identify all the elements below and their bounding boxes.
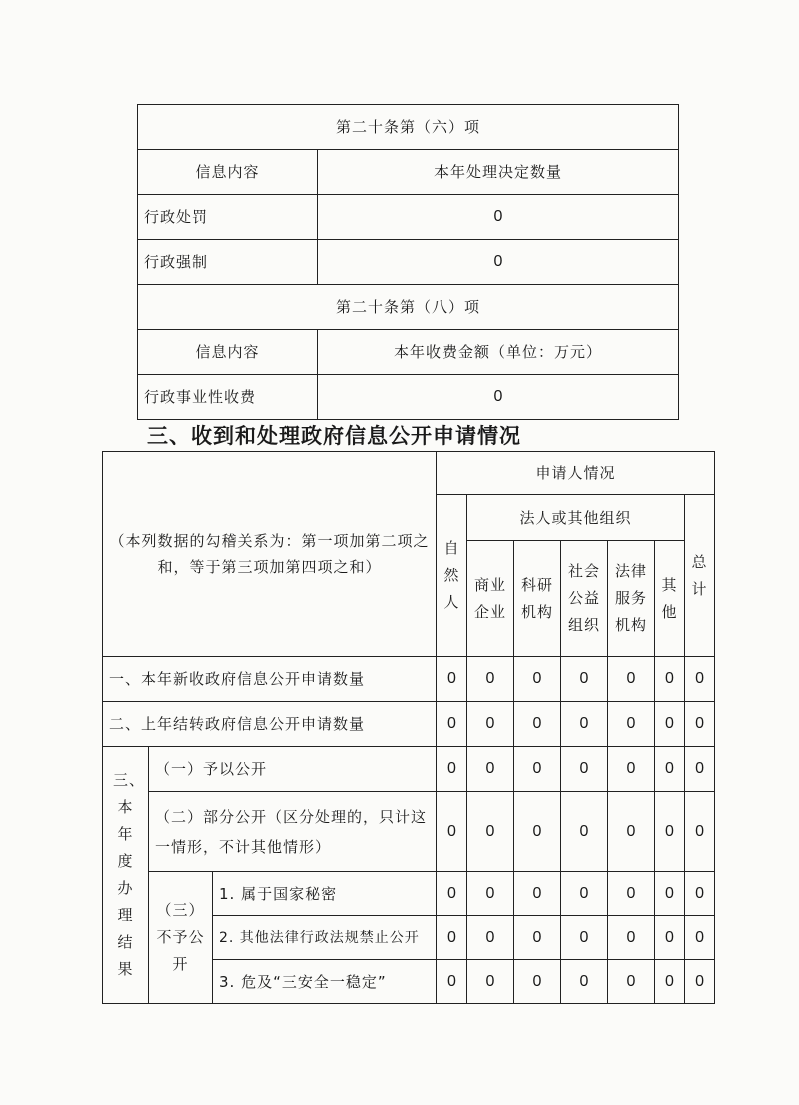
article-20-8-title: 第二十条第（八）项	[138, 285, 679, 330]
cell-other: 0	[655, 960, 685, 1004]
social-welfare-org-header: 社会公益组织	[561, 541, 608, 657]
cell-commercial: 0	[467, 702, 514, 747]
reconciliation-note: （本列数据的勾稽关系为：第一项加第二项之和，等于第三项加第四项之和）	[103, 452, 437, 657]
cell-research: 0	[514, 702, 561, 747]
cell-natural-person: 0	[437, 960, 467, 1004]
cell-other: 0	[655, 657, 685, 702]
cell-commercial: 0	[467, 657, 514, 702]
natural-person-header: 自然人	[437, 495, 467, 657]
cell-social: 0	[561, 702, 608, 747]
cell-total: 0	[685, 747, 715, 792]
cell-social: 0	[561, 747, 608, 792]
cell-natural-person: 0	[437, 702, 467, 747]
administrative-enforcement-label: 行政强制	[138, 240, 318, 285]
cell-total: 0	[685, 872, 715, 916]
cell-other: 0	[655, 792, 685, 872]
cell-other: 0	[655, 747, 685, 792]
cell-research: 0	[514, 872, 561, 916]
row-label: （一）予以公开	[149, 747, 437, 792]
cell-other: 0	[655, 872, 685, 916]
cell-natural-person: 0	[437, 747, 467, 792]
cell-commercial: 0	[467, 960, 514, 1004]
decision-count-header: 本年处理决定数量	[318, 150, 679, 195]
other-header: 其他	[655, 541, 685, 657]
section-title: 三、收到和处理政府信息公开申请情况	[147, 424, 521, 448]
cell-legal-service: 0	[608, 747, 655, 792]
legal-org-header: 法人或其他组织	[467, 495, 685, 541]
applicant-header: 申请人情况	[437, 452, 715, 495]
cell-social: 0	[561, 657, 608, 702]
cell-research: 0	[514, 747, 561, 792]
cell-legal-service: 0	[608, 657, 655, 702]
cell-commercial: 0	[467, 792, 514, 872]
cell-natural-person: 0	[437, 792, 467, 872]
annual-result-group-label: 三、本年度办理结果	[103, 747, 149, 1004]
cell-natural-person: 0	[437, 872, 467, 916]
cell-legal-service: 0	[608, 916, 655, 960]
cell-natural-person: 0	[437, 657, 467, 702]
row-label: （二）部分公开（区分处理的，只计这一情形，不计其他情形）	[149, 792, 437, 872]
cell-other: 0	[655, 916, 685, 960]
cell-commercial: 0	[467, 872, 514, 916]
row-label: 一、本年新收政府信息公开申请数量	[103, 657, 437, 702]
cell-commercial: 0	[467, 916, 514, 960]
cell-legal-service: 0	[608, 960, 655, 1004]
legal-service-org-header: 法律服务机构	[608, 541, 655, 657]
cell-natural-person: 0	[437, 916, 467, 960]
cell-total: 0	[685, 960, 715, 1004]
article-20-6-title: 第二十条第（六）项	[138, 105, 679, 150]
commercial-enterprise-header: 商业企业	[467, 541, 514, 657]
cell-social: 0	[561, 960, 608, 1004]
cell-research: 0	[514, 792, 561, 872]
cell-social: 0	[561, 916, 608, 960]
fees-and-decisions-table	[137, 104, 679, 420]
administrative-fees-value: 0	[318, 375, 679, 420]
cell-social: 0	[561, 872, 608, 916]
administrative-fees-label: 行政事业性收费	[138, 375, 318, 420]
cell-legal-service: 0	[608, 792, 655, 872]
row-label: 二、上年结转政府信息公开申请数量	[103, 702, 437, 747]
cell-commercial: 0	[467, 747, 514, 792]
administrative-penalty-label: 行政处罚	[138, 195, 318, 240]
research-institution-header: 科研机构	[514, 541, 561, 657]
cell-total: 0	[685, 916, 715, 960]
cell-research: 0	[514, 960, 561, 1004]
cell-legal-service: 0	[608, 702, 655, 747]
cell-legal-service: 0	[608, 872, 655, 916]
cell-total: 0	[685, 792, 715, 872]
disclosure-requests-table	[102, 451, 715, 1004]
row-label: 1. 属于国家秘密	[213, 872, 437, 916]
administrative-enforcement-value: 0	[318, 240, 679, 285]
total-header: 总计	[685, 495, 715, 657]
cell-research: 0	[514, 657, 561, 702]
cell-total: 0	[685, 657, 715, 702]
cell-social: 0	[561, 792, 608, 872]
administrative-penalty-value: 0	[318, 195, 679, 240]
info-content-header-2: 信息内容	[138, 330, 318, 375]
row-label: 3. 危及“三安全一稳定”	[213, 960, 437, 1004]
cell-other: 0	[655, 702, 685, 747]
row-label: 2. 其他法律行政法规禁止公开	[213, 916, 437, 960]
cell-research: 0	[514, 916, 561, 960]
info-content-header: 信息内容	[138, 150, 318, 195]
not-public-group-label: （三）不予公开	[149, 872, 213, 1004]
fee-amount-header: 本年收费金额（单位：万元）	[318, 330, 679, 375]
cell-total: 0	[685, 702, 715, 747]
